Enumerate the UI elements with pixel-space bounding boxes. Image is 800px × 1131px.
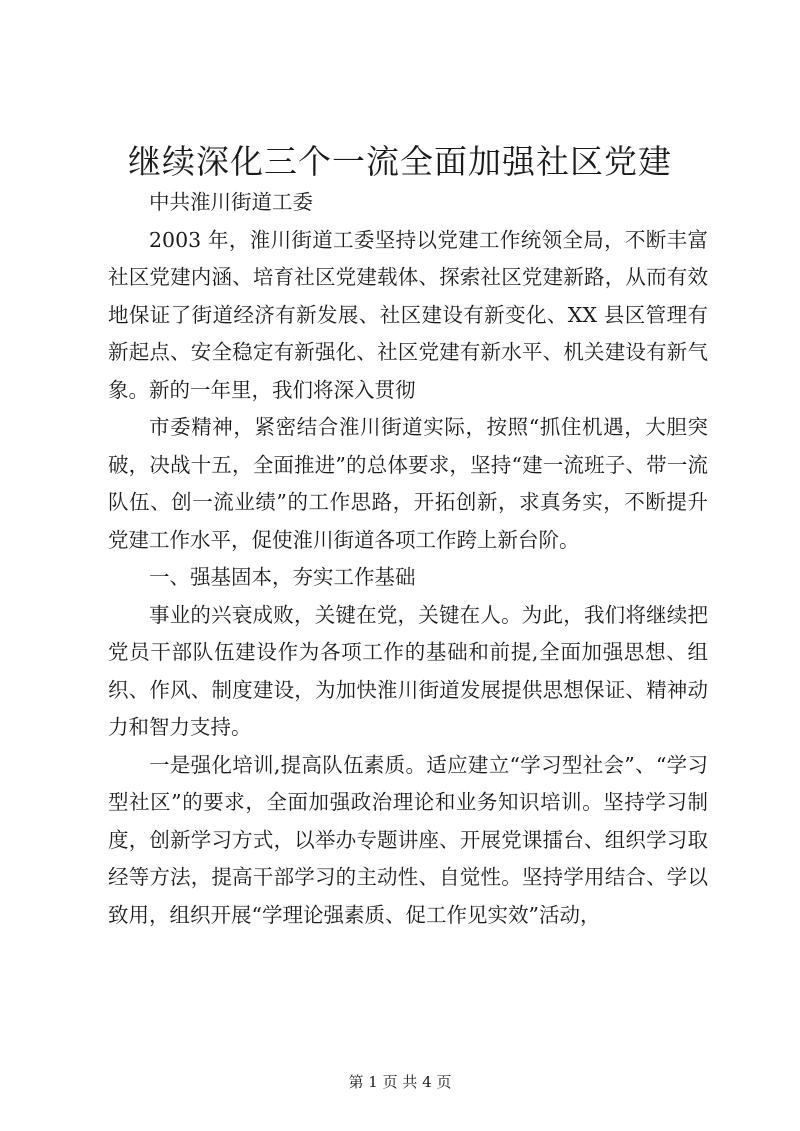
- body-paragraph: 市委精神，紧密结合淮川街道实际，按照“抓住机遇，大胆突破，决战十五，全面推进”的总体要求，坚持“建一流班子、带一流队伍、创一流业绩”的工作思路，开拓创新，求真务实，不断提升党建工作水平，促使淮川街道各项工作跨上新台阶。: [108, 415, 708, 552]
- document-body: [108, 184, 708, 934]
- body-paragraph: 事业的兴衰成败，关键在党，关键在人。为此，我们将继续把党员干部队伍建设作为各项工作的基础和前提,全面加强思想、组织、作风、制度建设，为加快淮川街道发展提供思想保证、精神动力和智力支持。: [108, 602, 708, 739]
- page-footer: [0, 1072, 800, 1092]
- document-title: 继续深化三个一流全面加强社区党建: [128, 142, 672, 181]
- page-number-label: 第 1 页 共 4 页: [348, 1073, 452, 1091]
- body-paragraph: 一是强化培训,提高队伍素质。适应建立“学习型社会”、“学习型社区”的要求，全面加强政治理论和业务知识培训。坚持学习制度，创新学习方式，以举办专题讲座、开展党课擂台、组织学习取经等方法，提高干部学习的主动性、自觉性。坚持学用结合、学以致用，组织开展“学理论强素质、促工作见实效”活动，: [108, 752, 708, 927]
- author-line: 中共淮川街道工委: [149, 190, 313, 214]
- body-paragraph: 2003 年，淮川街道工委坚持以党建工作统领全局，不断丰富社区党建内涵、培育社区党建载体、探索社区党建新路，从而有效地保证了街道经济有新发展、社区建设有新变化、XX 县区管理有新起点、安全稳定有新强化、社区党建有新水平、机关建设有新气象。新的一年里，我们将深入贯彻: [108, 227, 708, 402]
- section-heading: 一、强基固本，夯实工作基础: [149, 565, 416, 589]
